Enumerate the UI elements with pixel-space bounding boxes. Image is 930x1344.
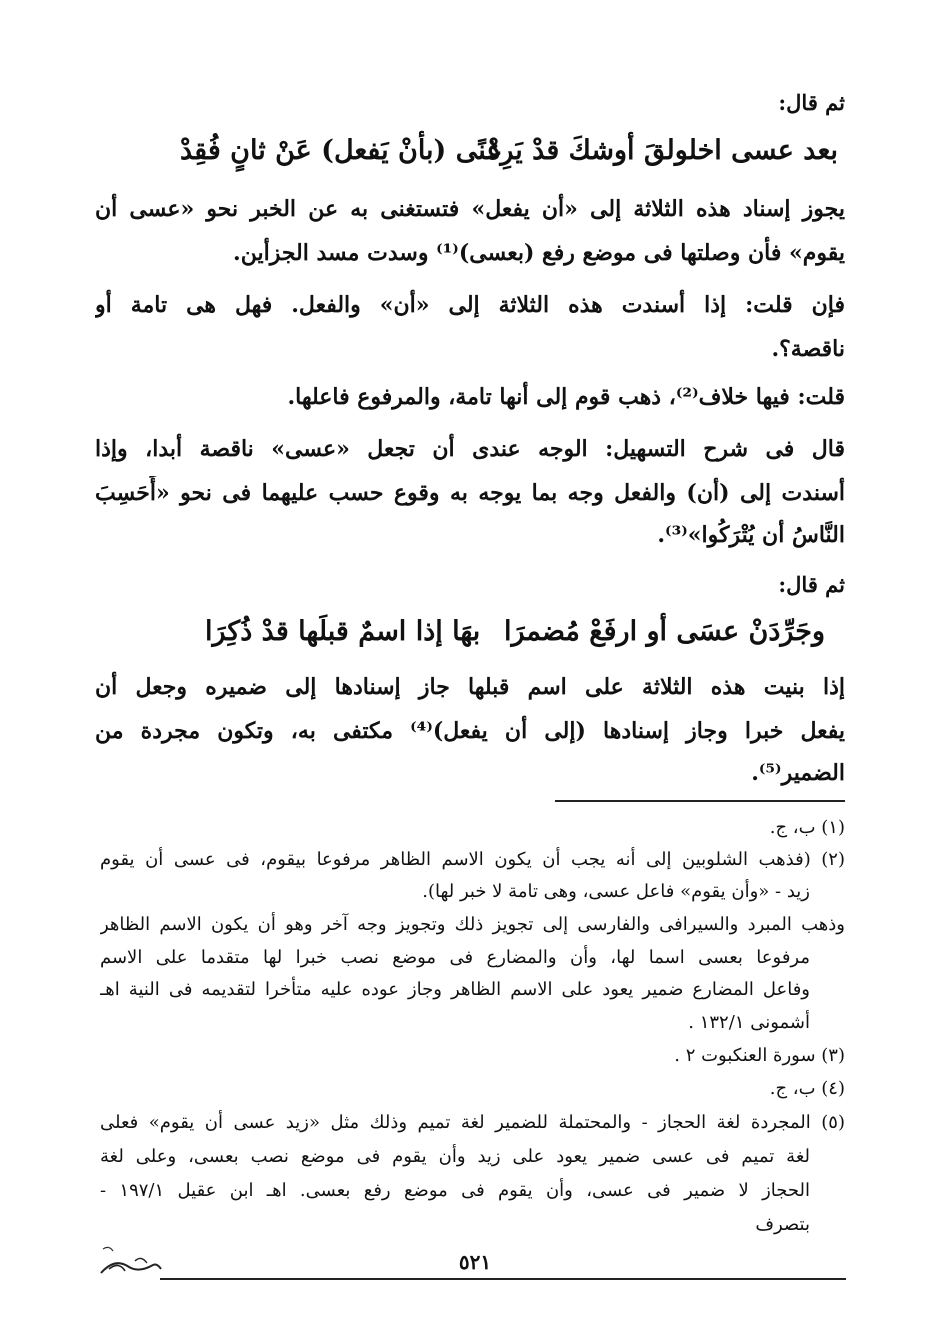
- footnote-5-line-2: لغة تميم فى عسى ضمير يعود على زيد وأن يقوم فى موضع نصب بعسى، وعلى لغة: [100, 1146, 810, 1167]
- handwritten-mark-icon: [95, 1243, 165, 1279]
- intro-then-said-2: ثم قال:: [778, 572, 845, 597]
- footnote-2-line-2: زيد - «وأن يقوم» فاعل عسى، وهى تامة لا خبر لها).: [422, 881, 810, 902]
- paragraph-2-line-2: ناقصة؟.: [771, 336, 845, 362]
- page-number: ٥٢١: [458, 1250, 492, 1274]
- footnote-1: (١) ب، ج.: [769, 817, 845, 838]
- footnote-5-line-3: الحجاز لا ضمير فى عسى، وأن يقوم فى موضع رفع بعسى. اهـ ابن عقيل ١٩٧/١ -: [100, 1180, 810, 1201]
- footnote-2-cont-line-1: وذهب المبرد والسيرافى والفارسى إلى تجويز ذلك وتجويز وجه آخر وهو أن يكون الاسم الظاهر: [100, 914, 845, 935]
- paragraph-5-line-2: يفعل خبرا وجاز إسنادها (إلى أن يفعل)⁽⁴⁾ مكتفى به، وتكون مجردة من: [95, 718, 845, 744]
- footnote-2-cont-line-2: مرفوعا بعسى اسما لها، وأن والمضارع فى موضع نصب خبرا لها متقدما على الاسم: [100, 947, 810, 968]
- verse2-first-half: وجَرِّدَنْ عسَى أو ارفَعْ مُضمرَا: [503, 616, 825, 647]
- paragraph-4-line-1: قال فى شرح التسهيل: الوجه عندى أن تجعل «عسى» ناقصة أبدا، وإذا: [95, 436, 845, 462]
- footnote-2-line-1: (٢) (فذهب الشلوبين إلى أنه يجب أن يكون الاسم الظاهر مرفوعا بيقوم، فى عسى أن يقوم: [100, 849, 845, 870]
- footnote-4: (٤) ب، ج.: [769, 1078, 845, 1099]
- intro-then-said: ثم قال:: [778, 90, 845, 115]
- paragraph-5-line-1: إذا بنيت هذه الثلاثة على اسم قبلها جاز إسنادها إلى ضميره وجعل أن: [95, 674, 845, 700]
- paragraph-1-line-2: يقوم» فأن وصلتها فى موضع رفع (بعسى)⁽¹⁾ وسدت مسد الجزأين.: [233, 240, 845, 266]
- verse1-first-half: بعد عسى اخلولقَ أوشكَ قدْ يَرِدْ: [488, 135, 838, 166]
- footnote-2-cont-line-4: أشمونى ١٣٢/١ .: [688, 1012, 810, 1033]
- paragraph-3: قلت: فيها خلاف⁽²⁾، ذهب قوم إلى أنها تامة، والمرفوع فاعلها.: [287, 384, 845, 410]
- footnote-5-line-4: بتصرف: [755, 1214, 810, 1235]
- footnote-5-line-1: (٥) المجردة لغة الحجاز - والمحتملة للضمير لغة تميم وذلك مثل «زيد عسى أن يقوم» فعلى: [100, 1112, 845, 1133]
- footnote-3: (٣) سورة العنكبوت ٢ .: [674, 1045, 845, 1066]
- bottom-rule: [160, 1278, 846, 1280]
- verse2-second-half: بهَا إذا اسمٌ قبلَها قدْ ذُكِرَا: [205, 616, 481, 647]
- paragraph-5-line-3: الضمير⁽⁵⁾.: [751, 760, 845, 786]
- footnote-separator: [555, 800, 845, 802]
- verse1-second-half: غنًى (بأنْ يَفعل) عَنْ ثانٍ فُقِدْ: [180, 135, 501, 166]
- footnote-2-cont-line-3: وفاعل المضارع ضمير يعود على الاسم الظاهر وجاز عوده عليه متأخرا لتقديمه فى النية اهـ: [100, 979, 810, 1000]
- paragraph-2-line-1: فإن قلت: إذا أسندت هذه الثلاثة إلى «أن» والفعل. فهل هى تامة أو: [95, 292, 845, 318]
- paragraph-1-line-1: يجوز إسناد هذه الثلاثة إلى «أن يفعل» فتستغنى به عن الخبر نحو «عسى أن: [95, 196, 845, 222]
- paragraph-4-line-3: النَّاسُ أن يُتْرَكُوا»⁽³⁾.: [657, 522, 845, 548]
- paragraph-4-line-2: أسندت إلى (أن) والفعل وجه بما يوجه به وقوع حسب عليهما فى نحو «أَحَسِبَ: [95, 480, 845, 506]
